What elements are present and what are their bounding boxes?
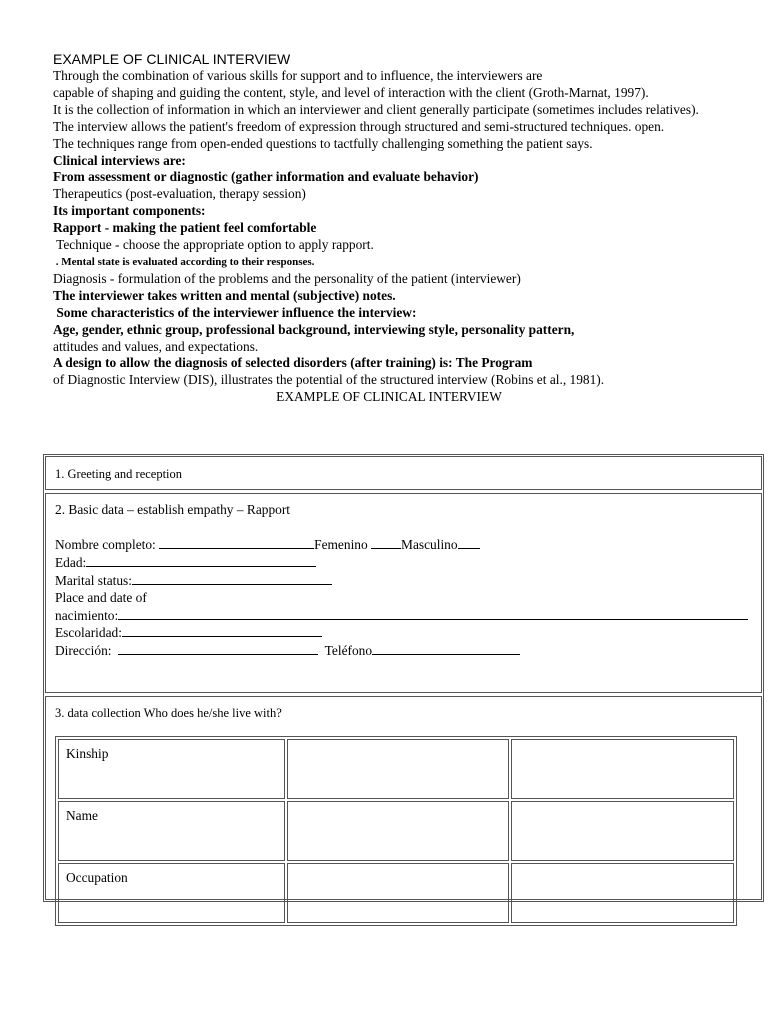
table-cell[interactable] (511, 863, 734, 923)
table-cell[interactable] (511, 739, 734, 799)
address-blank[interactable] (118, 642, 318, 655)
schooling-blank[interactable] (122, 624, 322, 637)
male-label: Masculino (401, 536, 458, 552)
marital-label: Marital status: (55, 572, 132, 588)
paragraph-line: Through the combination of various skills for support and to influence, the interviewers are (53, 68, 543, 83)
household-table (55, 736, 737, 926)
name-field-row (55, 536, 752, 554)
birth-field-row (55, 607, 752, 625)
table-row (58, 801, 734, 861)
address-label: Dirección: (55, 643, 119, 659)
phone-label: Teléfono (318, 643, 373, 659)
table-cell[interactable] (511, 801, 734, 861)
bold-line: Rapport - making the patient feel comfortable (53, 220, 317, 236)
table-cell[interactable] (287, 863, 510, 923)
paragraph: capable of shaping and guiding the content, style, and level of interaction with the client (Groth-Marnat, 1997). (53, 84, 649, 100)
paragraph-line: Therapeutics (post-evaluation, therapy session) (53, 186, 306, 202)
section-data-collection (45, 696, 762, 900)
table-row-header: Kinship (58, 739, 285, 799)
schooling-field-row (55, 624, 752, 642)
paragraph-line: of Diagnostic Interview (DIS), illustrates the potential of the structured interview (Robins et al., 1981). (53, 372, 605, 388)
table-cell[interactable] (287, 801, 510, 861)
schooling-label: Escolaridad: (55, 625, 122, 641)
bold-line: From assessment or diagnostic (gather information and evaluate behavior) (53, 169, 479, 185)
marital-field-row (55, 572, 752, 590)
name-blank[interactable] (159, 536, 314, 549)
table-row (58, 863, 734, 923)
bold-line: Age, gender, ethnic group, professional background, interviewing style, personality pattern, (53, 321, 575, 337)
paragraph-line: Technique - choose the appropriate option to apply rapport. (53, 237, 374, 253)
phone-blank[interactable] (372, 642, 520, 655)
paragraph-line: attitudes and values, and expectations. (53, 338, 259, 354)
paragraph: The techniques range from open-ended questions to tactfully challenging something the patient says. (53, 135, 593, 151)
age-blank[interactable] (86, 554, 316, 567)
paragraph-line: Diagnosis - formulation of the problems and the personality of the patient (interviewer) (53, 270, 521, 286)
female-label: Femenino (314, 536, 372, 552)
form-title: EXAMPLE OF CLINICAL INTERVIEW (276, 389, 502, 405)
bold-line: Clinical interviews are: (53, 152, 186, 168)
name-field-label: Nombre completo: (55, 536, 160, 552)
age-field-row (55, 554, 752, 572)
bold-line: Its important components: (53, 203, 206, 219)
marital-blank[interactable] (132, 572, 332, 585)
paragraph: It is the collection of information in which an interviewer and client generally participate (sometimes includes relatives). (53, 101, 699, 117)
table-row-header: Name (58, 801, 285, 861)
section-basic-data-label: 2. Basic data – establish empathy – Rapport (55, 502, 291, 517)
male-blank[interactable] (458, 536, 480, 549)
table-cell[interactable] (287, 739, 510, 799)
section-data-collection-label: 3. data collection Who does he/she live with? (55, 706, 282, 720)
section-greeting (45, 456, 762, 490)
table-row-header: Occupation (58, 863, 285, 923)
table-row (58, 739, 734, 799)
birth-blank[interactable] (118, 607, 748, 620)
bold-line: A design to allow the diagnosis of selected disorders (after training) is: The Program (53, 355, 533, 371)
interview-form (43, 454, 764, 902)
paragraph: The interview allows the patient's freedom of expression through structured and semi-structured techniques. open. (53, 118, 665, 134)
birth-label-row: Place and date of (55, 589, 147, 605)
bold-small-line: . Mental state is evaluated according to their responses. (53, 255, 315, 268)
section-greeting-label: 1. Greeting and reception (55, 467, 183, 481)
address-field-row (55, 642, 752, 660)
female-blank[interactable] (371, 536, 401, 549)
bold-line: The interviewer takes written and mental (subjective) notes. (53, 287, 396, 303)
document-body (53, 51, 725, 405)
bold-line: Some characteristics of the interviewer influence the interview: (53, 304, 417, 320)
section-basic-data (45, 493, 762, 693)
age-label: Edad: (55, 554, 87, 570)
document-title: EXAMPLE OF CLINICAL INTERVIEW (53, 51, 291, 67)
birth-label: nacimiento: (55, 607, 119, 623)
